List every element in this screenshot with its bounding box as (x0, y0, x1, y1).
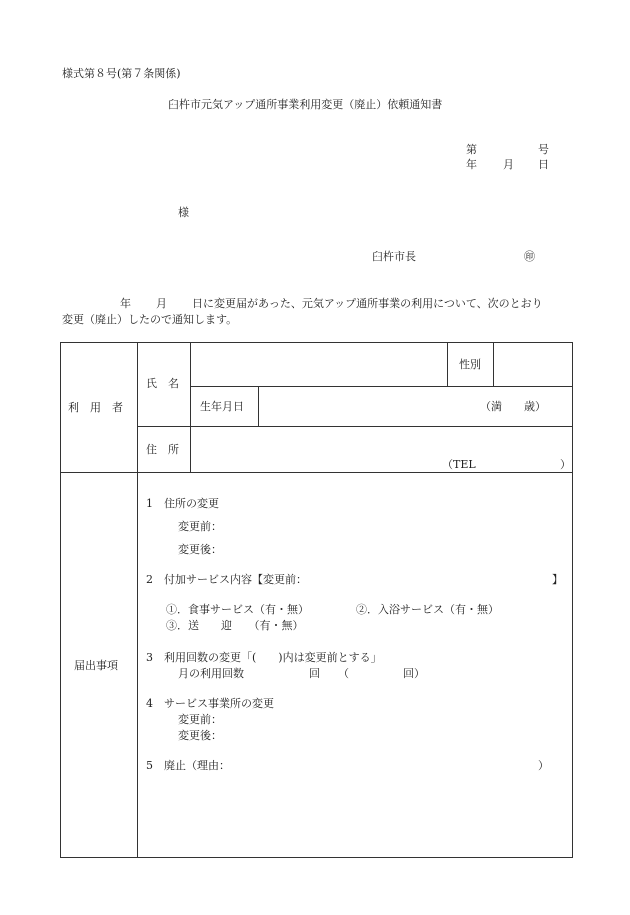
item5-close: ） (538, 759, 549, 772)
gender-label-divider (447, 342, 448, 387)
age-label: （満 歳） (480, 400, 546, 413)
date-month: 月 (503, 158, 514, 171)
item3-title: 3 利用回数の変更「( )内は変更前とする」 (146, 651, 382, 664)
item4-before: 変更前： (178, 713, 222, 726)
label-column-divider (137, 342, 138, 858)
number-suffix: 号 (538, 143, 549, 156)
gender-value-divider (493, 342, 494, 387)
date-year: 年 (466, 158, 477, 171)
gender-label: 性別 (459, 358, 481, 371)
item5-title: 5 廃止（理由： (146, 759, 230, 772)
item2-close: 】 (552, 573, 563, 586)
addressee-suffix: 様 (178, 206, 189, 219)
table-border-right (572, 342, 573, 858)
item4-title: 4 サービス事業所の変更 (146, 697, 274, 710)
dob-label: 生年月日 (200, 400, 244, 413)
form-number: 様式第８号(第７条関係) (62, 67, 181, 80)
issuer-name: 臼杵市長 (372, 250, 416, 263)
document-title: 臼杵市元気アップ通所事業利用変更（廃止）依頼通知書 (168, 98, 443, 111)
item3-monthly: 月の利用回数 (178, 667, 244, 680)
number-prefix: 第 (466, 143, 477, 156)
item2-option-transport: ③．送 迎 （有・無） (166, 619, 304, 632)
body-line1: 日に変更届があった、元気アップ通所事業の利用について、次のとおり (192, 297, 543, 310)
body-line2: 変更（廃止）したので通知します。 (62, 313, 238, 326)
address-label: 住 所 (146, 443, 179, 456)
item1-title: 1 住所の変更 (146, 497, 219, 510)
item1-before: 変更前： (178, 520, 222, 533)
tel-close: ） (560, 458, 571, 471)
user-label: 利 用 者 (68, 401, 123, 414)
name-label: 氏 名 (146, 377, 179, 390)
name-row-divider (190, 386, 573, 387)
item4-after: 変更後： (178, 729, 222, 742)
dob-label-divider (258, 386, 259, 427)
item3-times-before: 回） (403, 667, 425, 680)
table-border-left (60, 342, 61, 858)
date-day: 日 (538, 158, 549, 171)
item2-option-bath: ②．入浴サービス（有・無） (356, 603, 499, 616)
item2-option-meal: ①．食事サービス（有・無） (166, 603, 309, 616)
tel-label: （TEL (442, 458, 476, 471)
dob-row-divider (137, 426, 573, 427)
item1-after: 変更後： (178, 543, 222, 556)
item3-times: 回 (309, 667, 320, 680)
item3-paren-open: （ (338, 667, 349, 680)
body-month: 月 (156, 297, 167, 310)
body-year: 年 (120, 297, 131, 310)
item2-title: 2 付加サービス内容【変更前： (146, 573, 307, 586)
seal-mark: ㊞ (524, 250, 535, 263)
notice-label: 届出事項 (74, 659, 118, 672)
field-column-divider (190, 342, 191, 473)
